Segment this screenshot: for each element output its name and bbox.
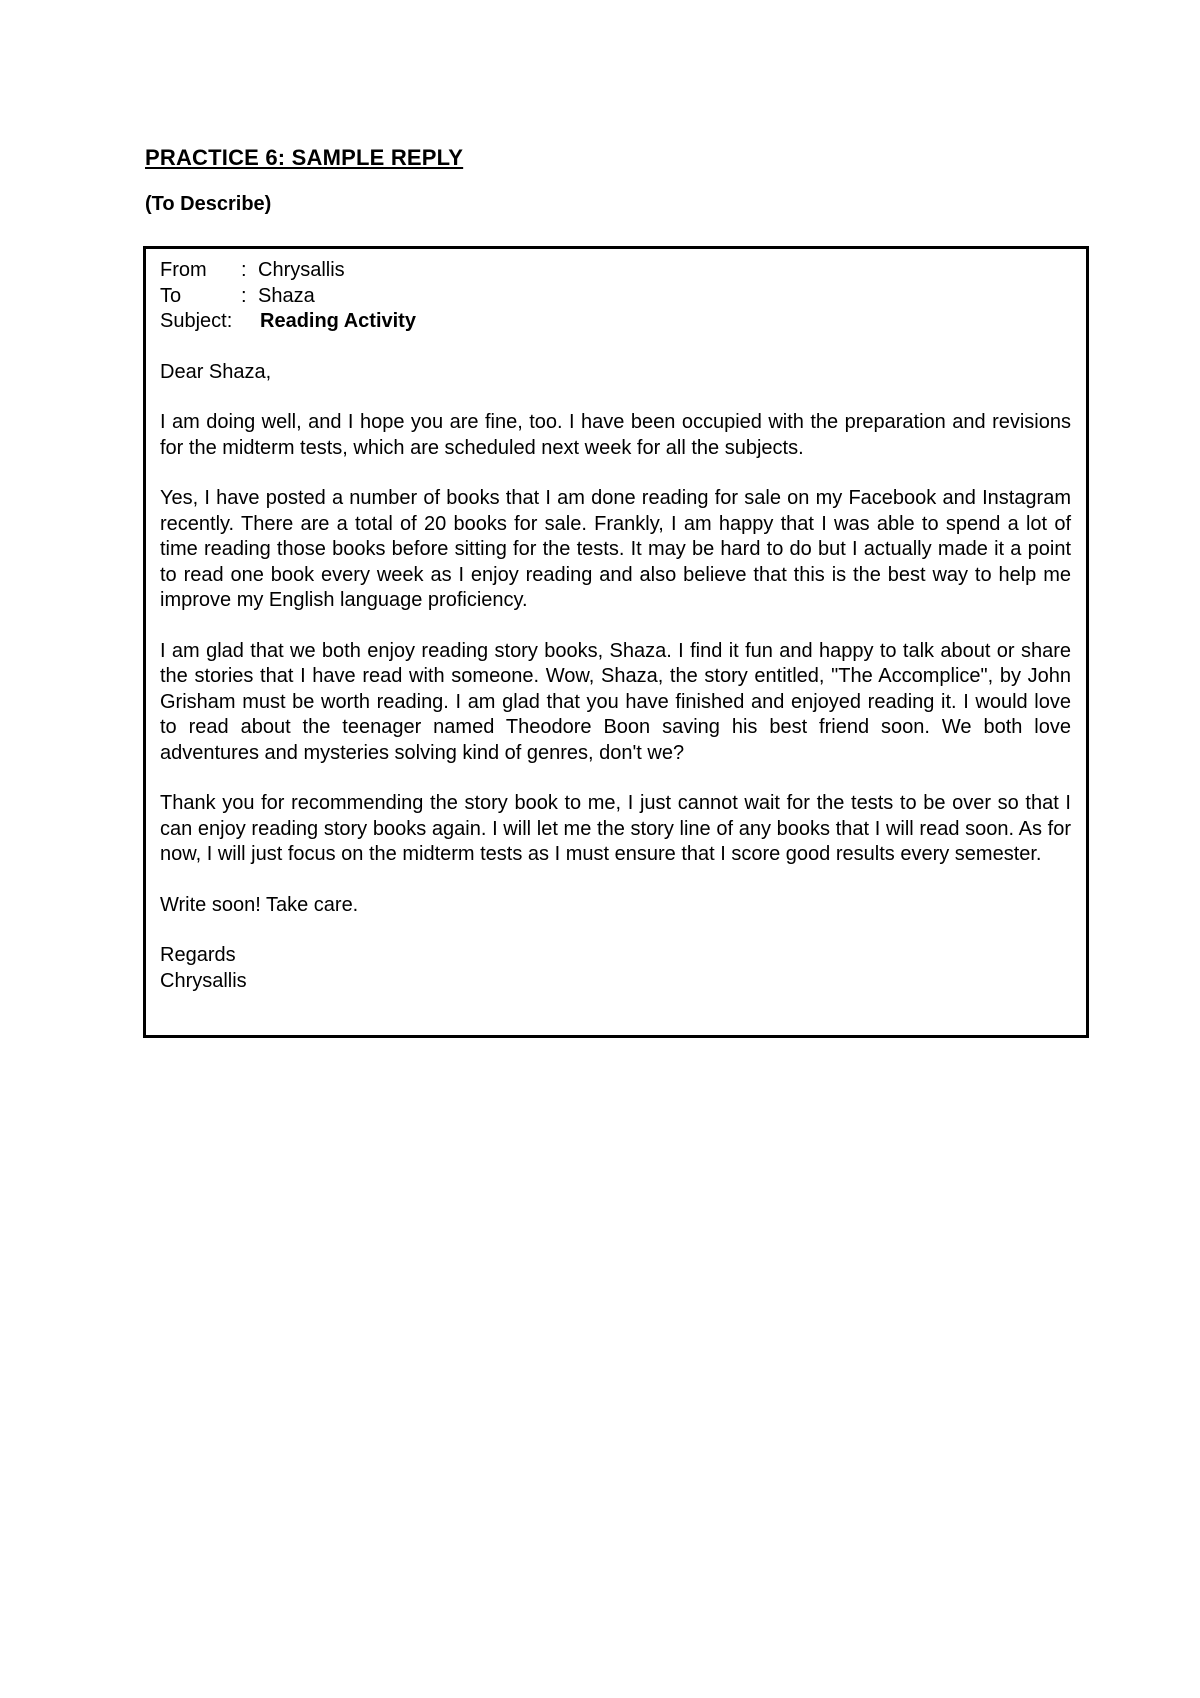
from-row [160,258,1071,284]
signoff [160,943,1071,994]
regards: Regards [160,944,236,966]
from-value: Chrysallis [258,259,345,281]
paragraph-2: Yes, I have posted a number of books that I am done reading for sale on my Facebook and Instagram recently. There are a total of 20 books for sale. Frankly, I am happy that I was able to spend a lot of time reading those books before sitting for the tests. It may be hard to do but I actually made it a point to read one book every week as I enjoy reading and also believe that this is the best way to help me improve my English language proficiency. [160,487,1071,611]
paragraph-4: Thank you for recommending the story book to me, I just cannot wait for the tests to be over so that I can enjoy reading story books again. I will let me the story line of any books that I will read soon. As for now, I will just focus on the midterm tests as I must ensure that I score good results every semester. [160,792,1071,865]
from-separator: : [241,259,247,281]
page-title: PRACTICE 6: SAMPLE REPLY [145,145,464,170]
to-value: Shaza [258,284,315,307]
subject-row [160,309,1071,335]
paragraph-3: I am glad that we both enjoy reading story books, Shaza. I find it fun and happy to talk about or share the stories that I have read with someone. Wow, Shaza, the story entitled, "The Accomplice", by John Grisham must be worth reading. I am glad that you have finished and enjoyed reading it. I would love to read about the teenager named Theodore Boon saving his best friend soon. We both love adventures and mysteries solving kind of genres, don't we? [160,639,1071,764]
email-box [143,246,1089,1038]
greeting: Dear Shaza, [160,360,272,383]
subject-value: Reading Activity [260,310,416,332]
closing-line: Write soon! Take care. [160,893,359,916]
page-subtitle: (To Describe) [145,193,272,215]
to-label: To [160,284,182,307]
from-label: From [160,259,207,281]
to-separator: : [241,284,247,307]
subject-label: Subject: [160,310,233,332]
paragraph-1: I am doing well, and I hope you are fine, too. I have been occupied with the preparation and revisions for the midterm tests, which are scheduled next week for all the subjects. [160,411,1071,459]
signature: Chrysallis [160,969,247,992]
to-row [160,284,1071,310]
